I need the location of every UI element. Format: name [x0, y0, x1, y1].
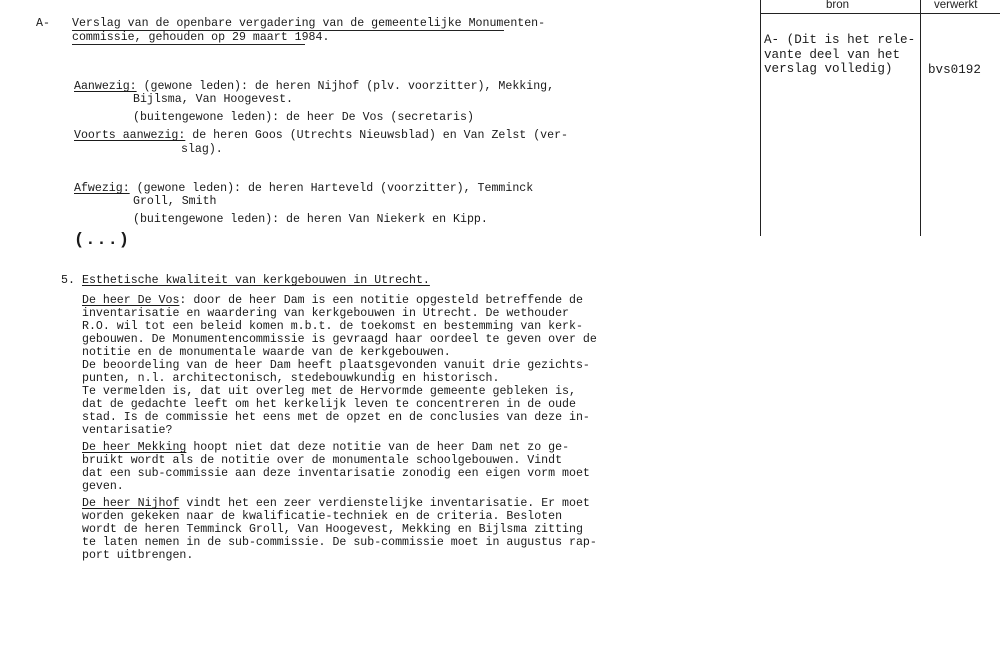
paragraph-text: ventarisatie? [82, 424, 173, 437]
paragraph-text: te laten nemen in de sub-commissie. De sub-commissie moet in augustus rap- [82, 536, 597, 549]
absent-label: Afwezig: (gewone leden): de heren Harteveld (voorzitter), Temminck [74, 182, 534, 195]
paragraph-line [82, 333, 597, 346]
section-marker: A- [36, 17, 50, 30]
present-label: Aanwezig: (gewone leden): de heren Nijhof (plv. voorzitter), Mekking, [74, 80, 555, 93]
table-left-border [760, 0, 761, 236]
absent-extra: (buitengewone leden): de heren Van Niekerk en Kipp. [133, 213, 488, 226]
table-header-rule [760, 13, 1000, 14]
paragraph-text: De beoordeling van de heer Dam heeft plaatsgevonden vanuit drie gezichts- [82, 359, 590, 372]
paragraph-line [82, 411, 597, 424]
paragraph-de-vos [82, 294, 597, 437]
paragraph-text: inventarisatie en waardering van kerkgebouwen in Utrecht. De wethouder [82, 307, 570, 320]
paragraph-text: R.O. wil tot een beleid komen m.b.t. de toekomst en bestemming van kerk- [82, 320, 583, 333]
table-middle-border [920, 0, 921, 236]
paragraph-mekking [82, 441, 590, 493]
paragraph-text: wordt de heren Temminck Groll, Van Hoogevest, Mekking en Bijlsma zitting [82, 523, 583, 536]
speaker-name: De heer Mekking [82, 441, 187, 454]
item-title: Esthetische kwaliteit van kerkgebouwen in Utrecht. [82, 274, 430, 287]
paragraph-line [82, 398, 597, 411]
speaker-name: De heer De Vos [82, 294, 180, 307]
paragraph-text: bruikt wordt als de notitie over de monumentale schoolgebouwen. Vindt [82, 454, 563, 467]
paragraph-text: Te vermelden is, dat uit overleg met de Hervormde gemeente gebleken is, [82, 385, 576, 398]
item-number: 5. [61, 274, 75, 287]
paragraph-line [82, 454, 590, 467]
paragraph-text: dat de gedachte leeft om het kerkelijk leven te concentreren in de oude [82, 398, 576, 411]
paragraph-line [82, 441, 590, 454]
paragraph-line [82, 424, 597, 437]
paragraph-text: stad. Is de commissie het eens met de opzet en de conclusies van deze in- [82, 411, 590, 424]
paragraph-text: worden gekeken naar de kwalificatie-techniek en de criteria. Besloten [82, 510, 563, 523]
paragraph-line [82, 372, 597, 385]
verwerkt-cell: bvs0192 [928, 63, 981, 77]
paragraph-line [82, 549, 597, 562]
paragraph-text: port uitbrengen. [82, 549, 194, 562]
paragraph-line [82, 346, 597, 359]
paragraph-text: geven. [82, 480, 124, 493]
paragraph-text: gebouwen. De Monumentencommissie is gevraagd haar oordeel te geven over de [82, 333, 597, 346]
report-title-line1: Verslag van de openbare vergadering van de gemeentelijke Monumenten- [72, 17, 546, 30]
present-line2: Bijlsma, Van Hoogevest. [133, 93, 294, 106]
header-bron: bron [826, 0, 850, 11]
present-extra: (buitengewone leden): de heer De Vos (secretaris) [133, 111, 474, 124]
paragraph-nijhof [82, 497, 597, 562]
paragraph-line [82, 536, 597, 549]
also-present-label: Voorts aanwezig: de heren Goos (Utrechts Nieuwsblad) en Van Zelst (ver- [74, 129, 568, 142]
speaker-name: De heer Nijhof [82, 497, 180, 510]
title-underline-2 [72, 44, 305, 45]
paragraph-text: dat een sub-commissie aan deze inventarisatie zonodig een eigen vorm moet [82, 467, 590, 480]
paragraph-text: hoopt niet dat deze notitie van de heer Dam net zo ge- [186, 441, 570, 454]
absent-line2: Groll, Smith [133, 195, 217, 208]
also-present-line2: slag). [181, 143, 223, 156]
paragraph-line [82, 467, 590, 480]
paragraph-line [82, 307, 597, 320]
paragraph-text: notitie en de monumentale waarde van de kerkgebouwen. [82, 346, 451, 359]
report-title-line2: commissie, gehouden op 29 maart 1984. [72, 31, 330, 44]
bron-cell: A- (Dit is het rele- vante deel van het verslag volledig) [764, 33, 916, 76]
header-verwerkt: verwerkt [934, 0, 978, 11]
paragraph-line [82, 480, 590, 493]
paragraph-line [82, 385, 597, 398]
paragraph-line [82, 510, 597, 523]
paragraph-line [82, 320, 597, 333]
ellipsis: (...) [74, 231, 131, 250]
paragraph-line [82, 294, 597, 307]
paragraph-line [82, 497, 597, 510]
paragraph-line [82, 523, 597, 536]
paragraph-text: : door de heer Dam is een notitie opgesteld betreffende de [179, 294, 583, 307]
paragraph-text: vindt het een zeer verdienstelijke inventarisatie. Er moet [179, 497, 590, 510]
paragraph-text: punten, n.l. architectonisch, stedebouwkundig en historisch. [82, 372, 500, 385]
paragraph-line [82, 359, 597, 372]
